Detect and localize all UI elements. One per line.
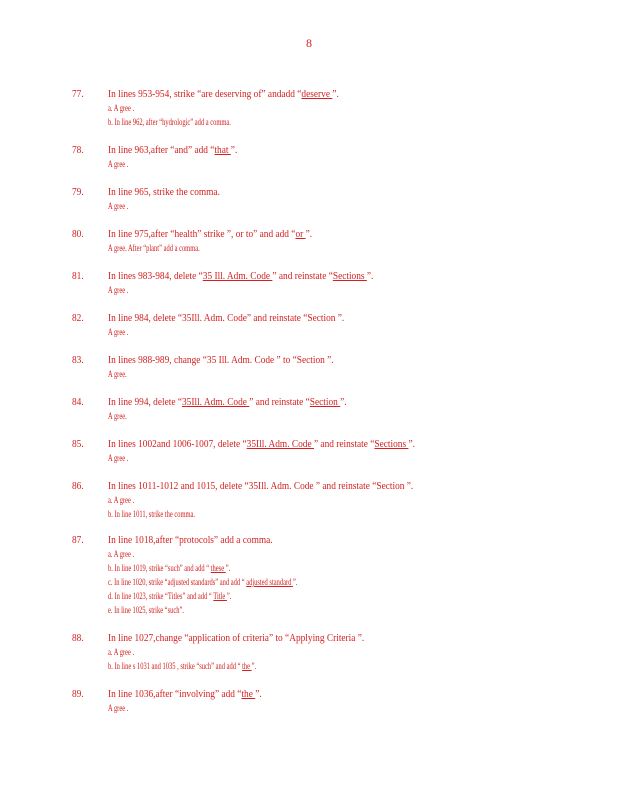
instruction-text: ” and reinstate “ [249,396,310,408]
item-response [108,577,297,587]
page-number: 8 [306,36,312,50]
item-instruction [108,396,347,408]
instruction-text: ”. [230,144,238,156]
instruction-text: ”. [366,270,374,282]
instruction-text: In line 1036,after “involving” add “ [108,688,242,700]
item-instruction [108,354,334,366]
response-text: c. In line 1020, strike “adjusted standards” and add “ [108,577,247,587]
inserted-text: adjusted standard [246,577,293,587]
item-response [108,647,134,657]
response-text: b. In line s 1031 and 1035 , strike “such” and add “ [108,661,243,671]
item-number: 81. [72,270,84,282]
inserted-text: deserve [301,88,333,100]
item-response [108,201,128,211]
instruction-text: ”. [305,228,313,240]
item-response [108,509,195,519]
item-response [108,591,231,601]
response-text: A gree. After “plant” add a comma. [108,243,200,253]
inserted-text: 35Ill. Adm. Code [182,396,250,408]
inserted-text: Title [213,591,227,601]
response-text: b. In line 1011, strike the comma. [108,509,196,519]
response-text: ”. [292,577,298,587]
item-instruction [108,632,364,644]
item-number: 78. [72,144,84,156]
item-instruction [108,228,312,240]
response-text: ”. [226,591,232,601]
item-response [108,703,128,713]
response-text: a. A gree . [108,549,135,559]
item-number: 87. [72,534,84,546]
instruction-text: ” and reinstate “ [313,438,375,450]
response-text: A gree . [108,159,129,169]
item-response [108,453,128,463]
instruction-text: In lines 988-989, change “35 Ill. Adm. Code ” to “Section ”. [108,354,334,366]
item-instruction [108,88,339,100]
inserted-text: Section [309,396,341,408]
instruction-text: In line 975,after “health” strike ”, or to” and add “ [108,228,296,240]
response-text: A gree . [108,453,129,463]
item-response [108,243,200,253]
item-response [108,159,128,169]
item-response [108,549,134,559]
item-instruction [108,480,413,492]
item-number: 85. [72,438,84,450]
instruction-text: In line 1027,change “application of criteria” to “Applying Criteria ”. [108,632,365,644]
item-instruction [108,534,273,546]
item-response [108,661,256,671]
item-instruction [108,144,237,156]
item-instruction [108,312,344,324]
response-text: d. In line 1023, strike “Titles” and add “ [108,591,214,601]
inserted-text: the [241,688,256,700]
item-response [108,605,184,615]
instruction-text: ”. [340,396,347,408]
instruction-text: In line 963,after “and” add “ [108,144,215,156]
inserted-text: or [295,228,306,240]
inserted-text: that [214,144,231,156]
item-response [108,495,134,505]
response-text: b. In line 1019, strike “such” and add “ [108,563,211,573]
item-instruction [108,270,373,282]
response-text: A gree. [108,369,127,379]
item-number: 77. [72,88,84,100]
item-instruction [108,438,415,450]
instruction-text: ”. [332,88,339,100]
item-response [108,327,128,337]
instruction-text: ” and reinstate “ [272,270,333,282]
item-number: 82. [72,312,84,324]
item-response [108,117,231,127]
response-text: ”. [225,563,231,573]
item-response [108,411,127,421]
inserted-text: Sections [332,270,367,282]
instruction-text: In lines 1011-1012 and 1015, delete “35Ill. Adm. Code ” and reinstate “Section ”. [108,480,414,492]
item-number: 79. [72,186,84,198]
inserted-text: these [210,563,226,573]
response-text: A gree. [108,411,127,421]
item-response [108,369,127,379]
item-number: 80. [72,228,84,240]
item-instruction [108,186,220,198]
response-text: A gree . [108,703,129,713]
response-text: A gree . [108,285,129,295]
response-text: e. In line 1025, strike “such”. [108,605,184,615]
response-text: a. A gree . [108,647,135,657]
instruction-text: In line 984, delete “35Ill. Adm. Code” and reinstate “Section ”. [108,312,345,324]
inserted-text: 35Ill. Adm. Code [246,438,314,450]
response-text: A gree . [108,201,129,211]
item-number: 86. [72,480,84,492]
instruction-text: In line 994, delete “ [108,396,183,408]
instruction-text: ”. [408,438,415,450]
instruction-text: In line 1018,after “protocols” add a comma. [108,534,273,546]
inserted-text: the [242,661,252,671]
response-text: a. A gree . [108,103,135,113]
item-instruction [108,688,262,700]
item-response [108,563,230,573]
instruction-text: In lines 1002and 1006-1007, delete “ [108,438,247,450]
item-response [108,103,134,113]
response-text: ”. [251,661,257,671]
inserted-text: 35 Ill. Adm. Code [202,270,273,282]
item-number: 89. [72,688,84,700]
response-text: A gree . [108,327,129,337]
instruction-text: In line 965, strike the comma. [108,186,220,198]
item-number: 84. [72,396,84,408]
instruction-text: ”. [255,688,262,700]
response-text: b. In line 962, after “hydrologic” add a comma. [108,117,231,127]
instruction-text: In lines 953-954, strike “are deserving of” andadd “ [108,88,302,100]
inserted-text: Sections [374,438,409,450]
item-number: 88. [72,632,84,644]
item-number: 83. [72,354,84,366]
item-response [108,285,128,295]
response-text: a. A gree . [108,495,135,505]
instruction-text: In lines 983-984, delete “ [108,270,203,282]
